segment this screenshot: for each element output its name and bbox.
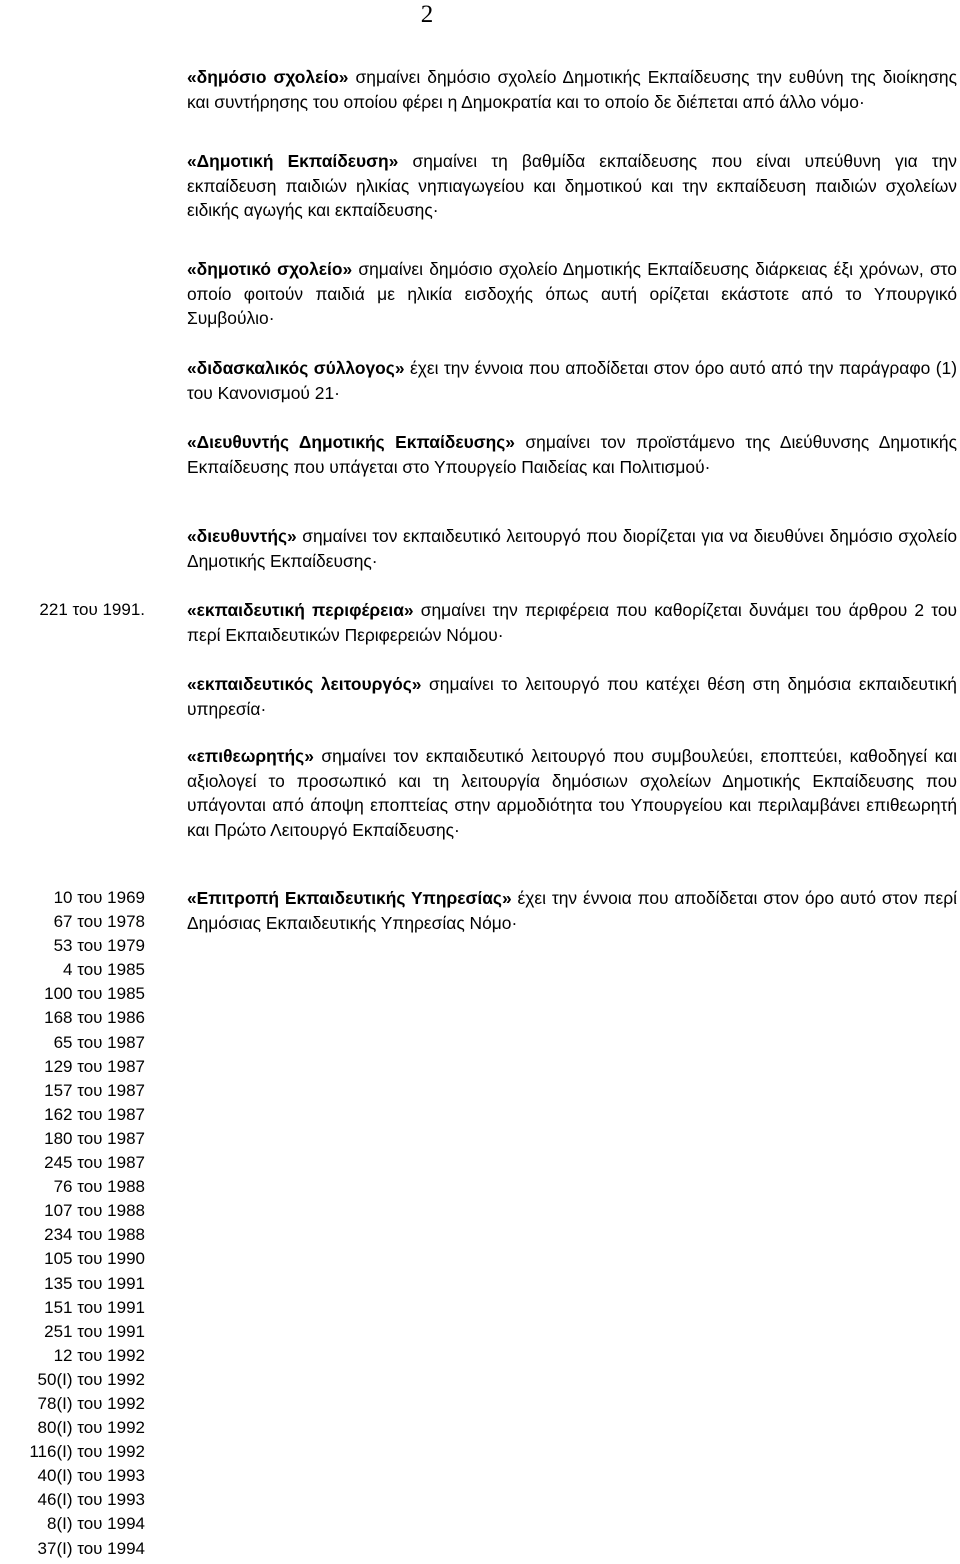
law-reference: 46(Ι) του 1993 — [37, 1490, 145, 1510]
definition-text: σημαίνει δημόσιο σχολείο Δημοτικής Εκπαίδευσης διάρκειας έξι χρόνων, στο οποίο φοιτούν παιδιά με ηλικία εισδοχής όπως αυτή ορίζεται εκάστοτε από το Υπουργικό Συμβούλιο· — [187, 259, 957, 329]
definition-text: σημαίνει τη βαθμίδα εκπαίδευσης που είναι υπεύθυνη για την εκπαίδευση παιδιών ηλικίας νηπιαγωγείου και δημοτικού και την εκπαίδευση παιδιών σχολείων ειδικής αγωγής και εκπαίδευσης· — [187, 151, 957, 221]
definition-diefthyntis-dimotikis — [187, 430, 957, 479]
definition-term: «Δημοτική Εκπαίδευση» — [187, 151, 399, 171]
definition-didaskalikos-syllogos — [187, 356, 957, 405]
law-reference: 12 του 1992 — [53, 1345, 145, 1365]
law-reference: 245 του 1987 — [44, 1153, 145, 1173]
definition-term: «Επιτροπή Εκπαιδευτικής Υπηρεσίας» — [187, 888, 512, 908]
definition-term: «εκπαιδευτικός λειτουργός» — [187, 674, 422, 694]
definition-dimotiki-ekpaidefsi — [187, 149, 957, 223]
page-number: 2 — [420, 1, 434, 28]
definition-text: έχει την έννοια που αποδίδεται στον όρο αυτό στον περί Δημόσιας Εκπαιδευτικής Υπηρεσίας Νόμο· — [187, 888, 958, 933]
definition-text: σημαίνει τον εκπαιδευτικό λειτουργό που διορίζεται για να διευθύνει δημόσιο σχολείο Δημοτικής Εκπαίδευσης· — [187, 526, 957, 571]
definition-dimosio-scholeio — [187, 65, 957, 114]
law-reference: 107 του 1988 — [44, 1201, 145, 1221]
law-reference: 78(Ι) του 1992 — [37, 1393, 145, 1413]
definition-dimotiko-scholeio — [187, 257, 957, 331]
law-reference: 67 του 1978 — [53, 912, 145, 932]
definition-diefthyntis — [187, 524, 957, 573]
definition-term: «επιθεωρητής» — [187, 746, 314, 766]
definition-text: σημαίνει τον εκπαιδευτικό λειτουργό που συμβουλεύει, εποπτεύει, καθοδηγεί και αξιολογεί το προσωπικό και τη λειτουργία δημόσιων σχολείων Δημοτικής Εκπαίδευσης που υπάγονται από άποψη εποπτείας στην αρμοδιότητα του Υπουργείου και περιλαμβάνει επιθεωρητή και Πρώτο Λειτουργό Εκπαίδευσης· — [187, 746, 957, 840]
definition-term: «δημόσιο σχολείο» — [187, 67, 349, 87]
definition-ekpaideftikos-leitourgos — [187, 672, 957, 721]
definition-term: «διευθυντής» — [187, 526, 297, 546]
definition-ekpaideftiki-periferia — [187, 598, 957, 647]
law-reference: 180 του 1987 — [44, 1128, 145, 1148]
law-reference: 10 του 1969 — [53, 888, 145, 907]
law-reference: 76 του 1988 — [53, 1177, 145, 1197]
definition-epitheoritis — [187, 744, 957, 842]
definition-text: έχει την έννοια που αποδίδεται στον όρο αυτό από την παράγραφο (1) του Κανονισμού 21· — [187, 358, 957, 403]
law-reference: 37(Ι) του 1994 — [37, 1538, 145, 1558]
law-reference: 116(Ι) του 1992 — [29, 1442, 145, 1462]
law-reference: 151 του 1991 — [44, 1297, 145, 1317]
law-reference: 157 του 1987 — [44, 1080, 145, 1100]
law-reference: 168 του 1986 — [44, 1008, 145, 1028]
law-reference: 100 του 1985 — [44, 984, 145, 1004]
definition-text: σημαίνει την περιφέρεια που καθορίζεται δυνάμει του άρθρου 2 του περί Εκπαιδευτικών Περιφερειών Νόμου· — [187, 600, 958, 645]
definition-term: «δημοτικό σχολείο» — [187, 259, 353, 279]
definition-term: «διδασκαλικός σύλλογος» — [187, 358, 405, 378]
law-reference: 8(Ι) του 1994 — [47, 1514, 145, 1534]
definition-text: σημαίνει δημόσιο σχολείο Δημοτικής Εκπαίδευσης την ευθύνη της διοίκησης και συντήρησης του οποίου φέρει η Δημοκρατία και το οποίο δε διέπεται από άλλο νόμο· — [187, 67, 957, 112]
law-reference: 135 του 1991 — [44, 1273, 145, 1293]
law-reference: 53 του 1979 — [53, 936, 145, 956]
law-reference: 162 του 1987 — [44, 1104, 145, 1124]
law-reference: 4 του 1985 — [63, 960, 145, 980]
law-reference: 129 του 1987 — [44, 1056, 145, 1076]
definition-text: σημαίνει το λειτουργό που κατέχει θέση στη δημόσια εκπαιδευτική υπηρεσία· — [187, 674, 957, 719]
law-reference: 40(Ι) του 1993 — [37, 1466, 145, 1486]
definition-epitropi-ekpaideftikis-ypiresias — [187, 886, 957, 935]
law-reference: 234 του 1988 — [44, 1225, 145, 1245]
law-reference: 65 του 1987 — [53, 1032, 145, 1052]
margin-law-reference: 221 του 1991. — [39, 600, 145, 619]
law-reference: 80(Ι) του 1992 — [37, 1418, 145, 1438]
law-reference: 105 του 1990 — [44, 1249, 145, 1269]
law-reference: 50(Ι) του 1992 — [37, 1369, 145, 1389]
law-reference: 251 του 1991 — [44, 1321, 145, 1341]
definition-term: «Διευθυντής Δημοτικής Εκπαίδευσης» — [187, 432, 515, 452]
margin-law-references-list — [0, 886, 145, 1561]
definition-term: «εκπαιδευτική περιφέρεια» — [187, 600, 414, 620]
definition-text: σημαίνει τον προϊστάμενο της Διεύθυνσης Δημοτικής Εκπαίδευσης που υπάγεται στο Υπουργείο Παιδείας και Πολιτισμού· — [187, 432, 957, 477]
